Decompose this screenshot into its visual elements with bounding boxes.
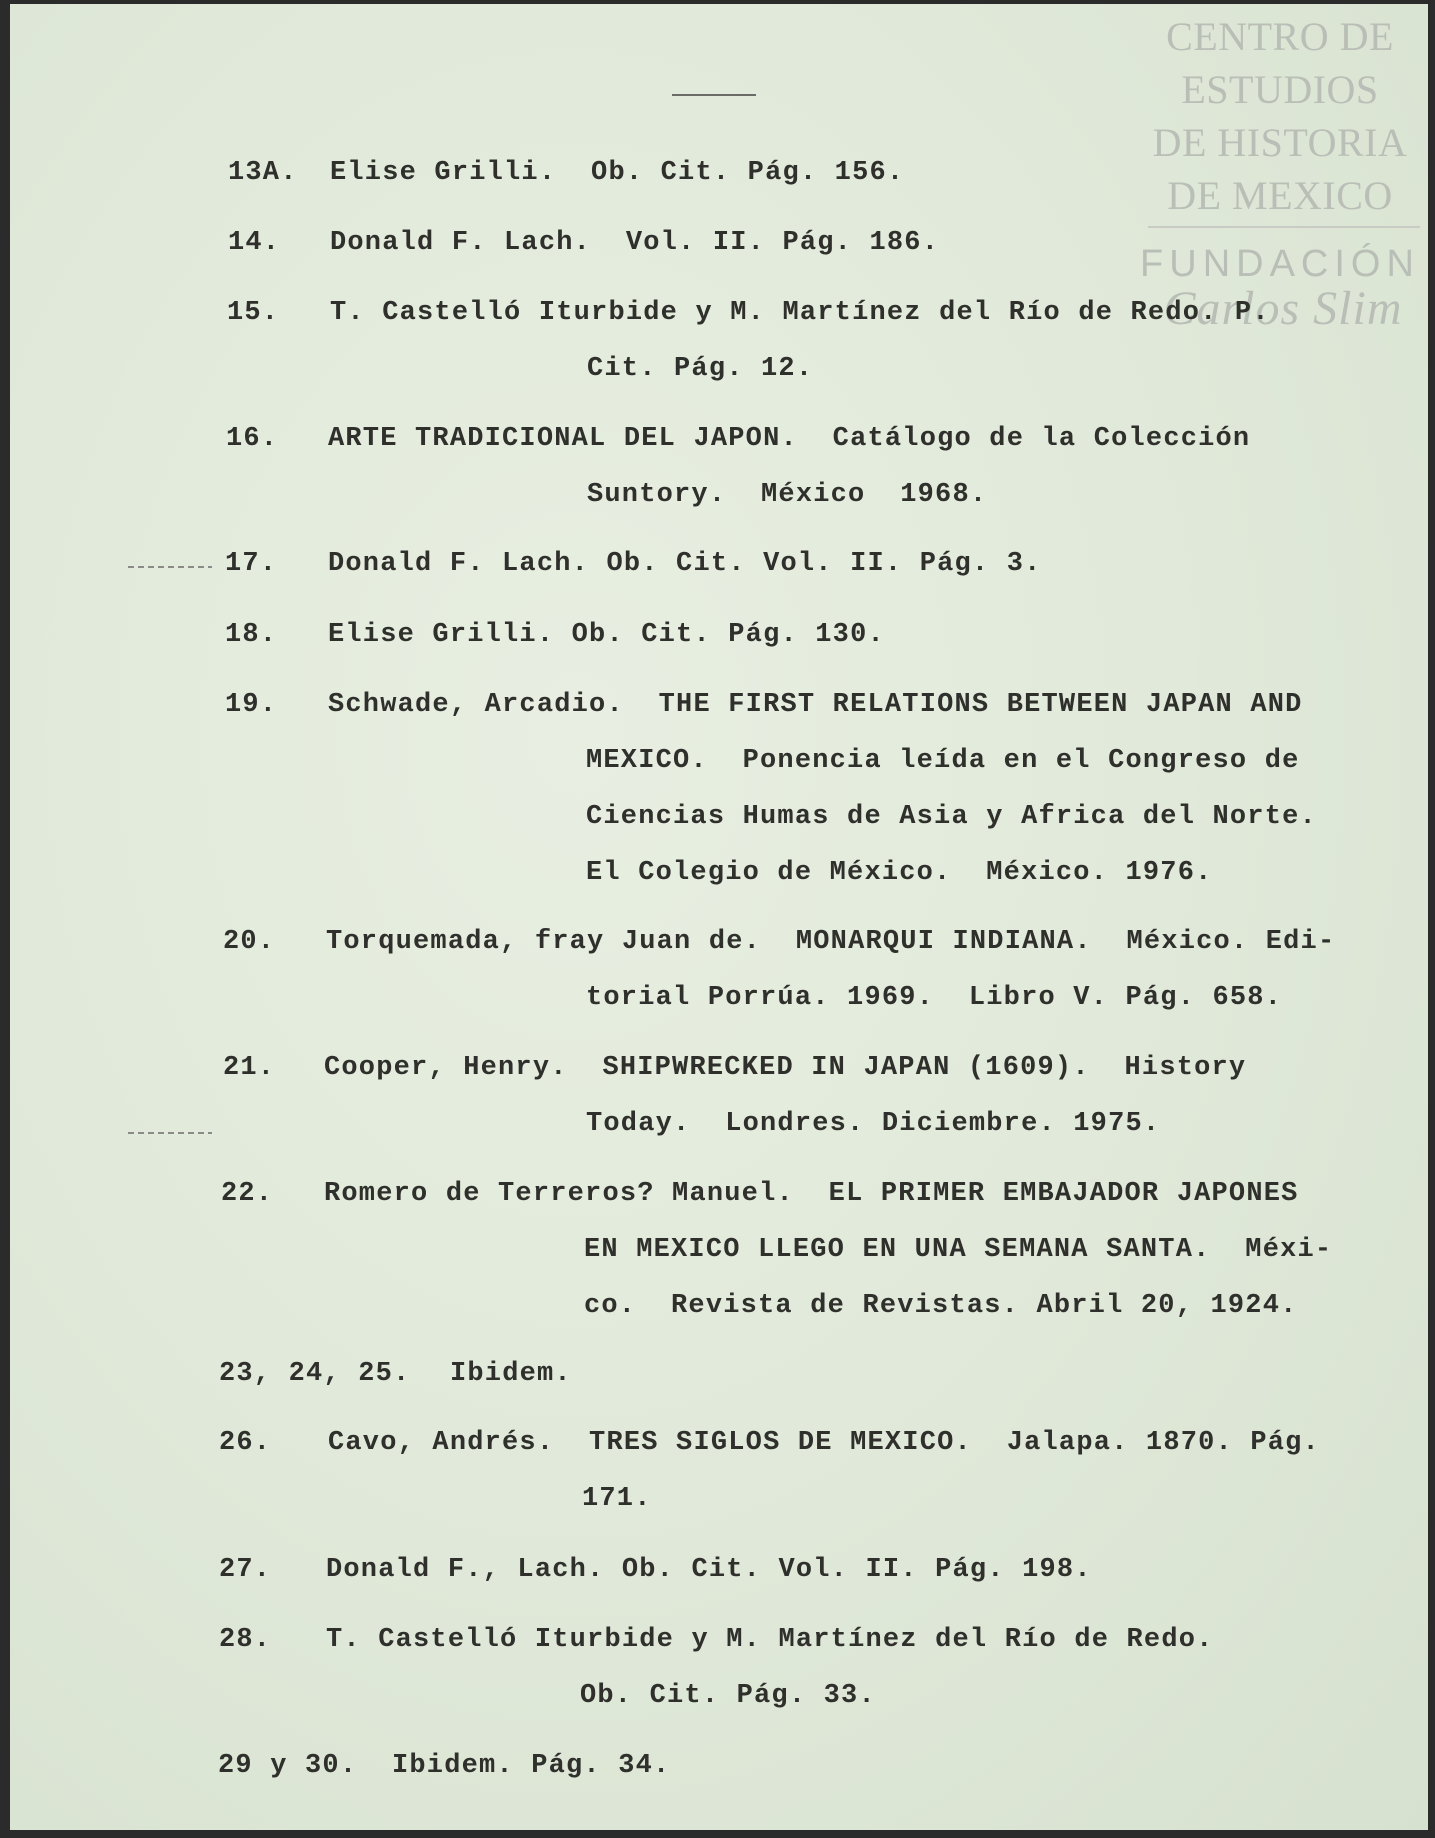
footnote-text-line: Cit. Pág. 12. <box>587 354 814 384</box>
footnote-number: 23, 24, 25. <box>219 1359 411 1389</box>
watermark-line: DE MEXICO <box>1167 173 1393 218</box>
footnote-number: 22. <box>221 1179 274 1209</box>
watermark-line: DE HISTORIA <box>1152 120 1408 165</box>
footnote-text-line: MEXICO. Ponencia leída en el Congreso de <box>586 746 1300 776</box>
footnote-number: 28. <box>219 1625 272 1655</box>
footnotes-list <box>10 4 1428 1830</box>
footnote-text-line: Suntory. México 1968. <box>587 480 988 510</box>
footnote-text-line: Today. Londres. Diciembre. 1975. <box>586 1109 1161 1139</box>
footnote-number: 20. <box>223 927 276 957</box>
footnote-text-line: El Colegio de México. México. 1976. <box>586 858 1213 888</box>
footnote-text-line: co. Revista de Revistas. Abril 20, 1924. <box>584 1291 1298 1321</box>
footnote-text-line: Ob. Cit. Pág. 33. <box>580 1681 876 1711</box>
footnote-text-line: torial Porrúa. 1969. Libro V. Pág. 658. <box>586 983 1283 1013</box>
watermark-foundation: FUNDACIÓN <box>1140 243 1420 285</box>
footnote-text-line: Donald F., Lach. Ob. Cit. Vol. II. Pág. 198. <box>326 1555 1092 1585</box>
footnote-number: 19. <box>225 690 278 720</box>
footnote-text-line: T. Castelló Iturbide y M. Martínez del Río de Redo. P. <box>330 298 1270 328</box>
footnote-text-line: EN MEXICO LLEGO EN UNA SEMANA SANTA. Méxi- <box>584 1235 1333 1265</box>
footnote-text-line: Elise Grilli. Ob. Cit. Pág. 156. <box>330 158 905 188</box>
footnote-number: 21. <box>223 1053 276 1083</box>
footnote-text-line: Donald F. Lach. Ob. Cit. Vol. II. Pág. 3. <box>328 549 1042 579</box>
footnote-number: 14. <box>228 228 281 258</box>
footnote-text-line: 171. <box>582 1484 652 1514</box>
footnote-number: 17. <box>225 549 278 579</box>
footnote-text-line: Ibidem. <box>450 1359 572 1389</box>
watermark-line: ESTUDIOS <box>1181 67 1379 112</box>
watermark-signature: Carlos Slim <box>1163 282 1403 335</box>
footnote-number: 29 y 30. <box>218 1751 358 1781</box>
footnote-number: 18. <box>225 620 278 650</box>
footnote-text-line: Ibidem. Pág. 34. <box>392 1751 671 1781</box>
footnote-text-line: ARTE TRADICIONAL DEL JAPON. Catálogo de la Colección <box>328 424 1251 454</box>
watermark-line: CENTRO DE <box>1166 14 1394 59</box>
footnote-number: 16. <box>226 424 279 454</box>
footnote-text-line: Elise Grilli. Ob. Cit. Pág. 130. <box>328 620 885 650</box>
footnote-number: 26. <box>219 1428 272 1458</box>
footnote-number: 13A. <box>228 158 298 188</box>
footnote-text-line: Ciencias Humas de Asia y Africa del Norte. <box>586 802 1317 832</box>
footnote-text-line: T. Castelló Iturbide y M. Martínez del Río de Redo. <box>326 1625 1214 1655</box>
footnote-text-line: Torquemada, fray Juan de. MONARQUI INDIANA. México. Edi- <box>326 927 1336 957</box>
footnote-number: 27. <box>219 1555 272 1585</box>
footnote-number: 15. <box>227 298 280 328</box>
footnote-text-line: Romero de Terreros? Manuel. EL PRIMER EMBAJADOR JAPONES <box>324 1179 1299 1209</box>
footnote-text-line: Cavo, Andrés. TRES SIGLOS DE MEXICO. Jalapa. 1870. Pág. <box>328 1428 1320 1458</box>
footnote-text-line: Schwade, Arcadio. THE FIRST RELATIONS BETWEEN JAPAN AND <box>328 690 1303 720</box>
typed-page <box>10 4 1428 1830</box>
footnote-text-line: Cooper, Henry. SHIPWRECKED IN JAPAN (1609). History <box>324 1053 1247 1083</box>
footnote-text-line: Donald F. Lach. Vol. II. Pág. 186. <box>330 228 940 258</box>
